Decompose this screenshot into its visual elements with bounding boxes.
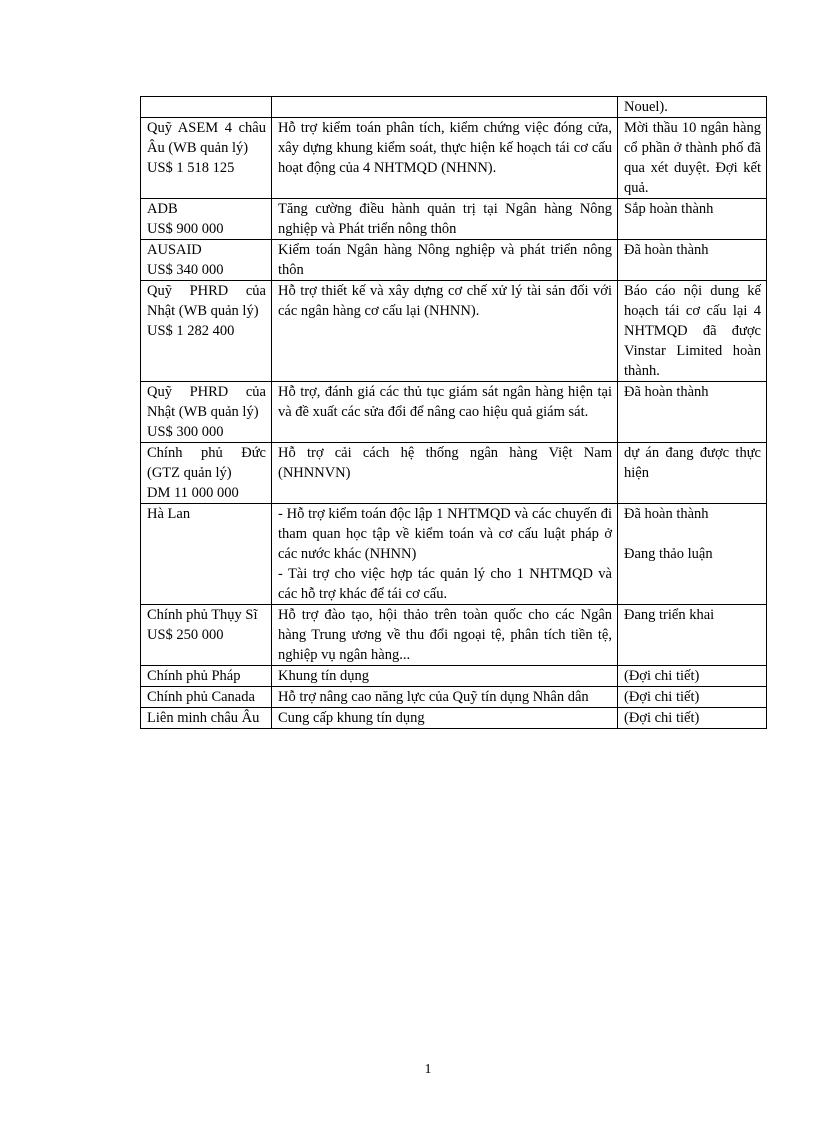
description-text: Hỗ trợ cải cách hệ thống ngân hàng Việt Nam (NHNNVN) bbox=[278, 445, 612, 481]
description-text: - Hỗ trợ kiểm toán độc lập 1 NHTMQD và các chuyến đi tham quan học tập về kiểm toán và cơ cấu luật pháp ở các nước khác (NHNN) bbox=[278, 506, 612, 562]
donor-name: Chính phủ Đức (GTZ quản lý) bbox=[147, 445, 266, 481]
description-text: Hỗ trợ, đánh giá các thủ tục giám sát ngân hàng hiện tại và đề xuất các sửa đổi để nâng cao hiệu quả giám sát. bbox=[278, 384, 612, 420]
table-row bbox=[141, 199, 767, 240]
description-cell bbox=[272, 382, 618, 443]
status-text: Đang triển khai bbox=[624, 607, 715, 623]
status-cell bbox=[618, 666, 767, 687]
description-cell bbox=[272, 281, 618, 382]
status-text: Đang thảo luận bbox=[624, 546, 713, 562]
donor-cell bbox=[141, 199, 272, 240]
status-text: (Đợi chi tiết) bbox=[624, 689, 700, 705]
status-text: Báo cáo nội dung kế hoạch tái cơ cấu lại 4 NHTMQD đã được Vinstar Limited hoàn thành. bbox=[624, 283, 761, 379]
description-cell bbox=[272, 687, 618, 708]
donor-cell bbox=[141, 687, 272, 708]
donor-name: Chính phủ Canada bbox=[147, 689, 255, 705]
donor-name: Liên minh châu Âu bbox=[147, 710, 260, 726]
status-spacer bbox=[624, 524, 761, 544]
table-row bbox=[141, 281, 767, 382]
status-cell bbox=[618, 443, 767, 504]
donor-cell bbox=[141, 443, 272, 504]
status-text: Nouel). bbox=[624, 99, 668, 115]
status-cell bbox=[618, 605, 767, 666]
status-cell bbox=[618, 118, 767, 199]
donor-name: Quỹ ASEM 4 châu Âu (WB quản lý) bbox=[147, 120, 266, 156]
description-cell bbox=[272, 443, 618, 504]
donor-name: AUSAID bbox=[147, 242, 202, 258]
status-cell bbox=[618, 281, 767, 382]
table-row bbox=[141, 240, 767, 281]
status-text: (Đợi chi tiết) bbox=[624, 710, 700, 726]
description-text: Cung cấp khung tín dụng bbox=[278, 710, 425, 726]
donor-name: Hà Lan bbox=[147, 506, 191, 522]
description-cell bbox=[272, 199, 618, 240]
donor-amount: US$ 250 000 bbox=[147, 627, 224, 643]
status-cell bbox=[618, 240, 767, 281]
donor-cell bbox=[141, 118, 272, 199]
description-text: - Tài trợ cho việc hợp tác quản lý cho 1 NHTMQD và các hỗ trợ khác để tái cơ cấu. bbox=[278, 566, 612, 602]
description-cell bbox=[272, 97, 618, 118]
description-text: Kiểm toán Ngân hàng Nông nghiệp và phát triển nông thôn bbox=[278, 242, 612, 278]
description-cell bbox=[272, 666, 618, 687]
status-cell bbox=[618, 708, 767, 729]
description-cell bbox=[272, 240, 618, 281]
donor-cell bbox=[141, 97, 272, 118]
table-row bbox=[141, 443, 767, 504]
donor-amount: US$ 340 000 bbox=[147, 262, 224, 278]
description-text: Hỗ trợ kiểm toán phân tích, kiểm chứng việc đóng cửa, xây dựng khung kiểm soát, thực hiện kế hoạch tái cơ cấu hoạt động của 4 NHTMQD (NHNN). bbox=[278, 120, 612, 176]
donor-cell bbox=[141, 666, 272, 687]
table-row bbox=[141, 382, 767, 443]
status-cell bbox=[618, 687, 767, 708]
donor-cell bbox=[141, 382, 272, 443]
table-row bbox=[141, 708, 767, 729]
status-text: Đã hoàn thành bbox=[624, 242, 709, 258]
donor-name: Quỹ PHRD của Nhật (WB quản lý) bbox=[147, 283, 266, 319]
donor-cell bbox=[141, 504, 272, 605]
description-cell bbox=[272, 708, 618, 729]
donor-cell bbox=[141, 281, 272, 382]
donor-cell bbox=[141, 240, 272, 281]
donor-cell bbox=[141, 708, 272, 729]
description-text: Hỗ trợ thiết kế và xây dựng cơ chế xử lý tài sản đối với các ngân hàng cơ cấu lại (NHNN). bbox=[278, 283, 612, 319]
description-cell bbox=[272, 605, 618, 666]
donor-amount: US$ 1 282 400 bbox=[147, 323, 235, 339]
donor-name: Chính phủ Pháp bbox=[147, 668, 241, 684]
donor-name: Quỹ PHRD của Nhật (WB quản lý) bbox=[147, 384, 266, 420]
aid-projects-table bbox=[140, 96, 767, 729]
donor-amount: US$ 300 000 bbox=[147, 424, 224, 440]
donor-amount: DM 11 000 000 bbox=[147, 485, 239, 501]
status-cell bbox=[618, 504, 767, 605]
description-text: Hỗ trợ đào tạo, hội thảo trên toàn quốc cho các Ngân hàng Trung ương về thu đổi ngoại tệ, phân tích tiền tệ, nghiệp vụ ngân hàng... bbox=[278, 607, 612, 663]
table-row bbox=[141, 118, 767, 199]
status-cell bbox=[618, 97, 767, 118]
donor-amount: US$ 900 000 bbox=[147, 221, 224, 237]
donor-amount: US$ 1 518 125 bbox=[147, 160, 235, 176]
table-row bbox=[141, 666, 767, 687]
donor-name: ADB bbox=[147, 201, 178, 217]
status-text: Đã hoàn thành bbox=[624, 384, 709, 400]
status-text: Sắp hoàn thành bbox=[624, 201, 714, 217]
status-cell bbox=[618, 382, 767, 443]
status-text: dự án đang được thực hiện bbox=[624, 445, 761, 481]
table-row bbox=[141, 687, 767, 708]
status-cell bbox=[618, 199, 767, 240]
description-cell bbox=[272, 504, 618, 605]
description-text: Hỗ trợ nâng cao năng lực của Quỹ tín dụng Nhân dân bbox=[278, 689, 589, 705]
table-row bbox=[141, 504, 767, 605]
donor-name: Chính phủ Thụy Sĩ bbox=[147, 607, 258, 623]
donor-cell bbox=[141, 605, 272, 666]
table-row bbox=[141, 97, 767, 118]
description-text: Khung tín dụng bbox=[278, 668, 370, 684]
status-text: Mời thầu 10 ngân hàng cổ phần ở thành phố đã qua xét duyệt. Đợi kết quả. bbox=[624, 120, 761, 196]
status-text: Đã hoàn thành bbox=[624, 506, 709, 522]
status-text: (Đợi chi tiết) bbox=[624, 668, 700, 684]
table-row bbox=[141, 605, 767, 666]
description-text: Tăng cường điều hành quản trị tại Ngân hàng Nông nghiệp và Phát triển nông thôn bbox=[278, 201, 612, 237]
description-cell bbox=[272, 118, 618, 199]
page-number: 1 bbox=[424, 1062, 432, 1077]
